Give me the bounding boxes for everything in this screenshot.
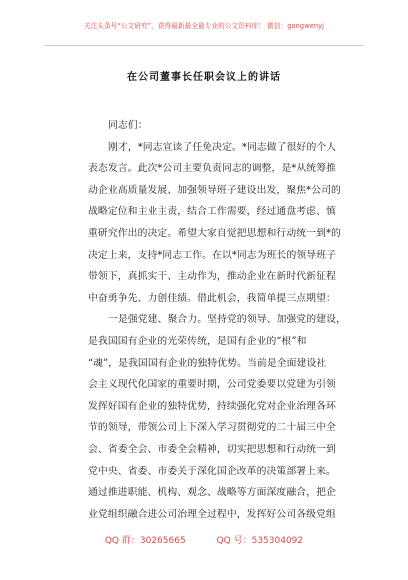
body-line: 会、省委全会、市委全会精神，切实把思想和行动统一到 bbox=[88, 443, 336, 455]
footer-qq-group: QQ 群：30265665 bbox=[104, 536, 186, 546]
body-line: 带领下，真抓实干、主动作为，推动企业在新时代新征程 bbox=[88, 271, 336, 283]
body-line: 发挥好国有企业的独特优势，持续强化党对企业治理各环 bbox=[88, 400, 336, 412]
body-line: 表态发言。此次*公司主要负责同志的调整，是*从统筹推 bbox=[88, 163, 337, 175]
header-divider bbox=[44, 45, 364, 46]
footer-qq-number: QQ 号：535304092 bbox=[216, 536, 304, 546]
body-line: 重研究作出的决定。希望大家自觉把思想和行动统一到*的 bbox=[88, 227, 341, 239]
body-line: 业党组织融合进公司治理全过程中，发挥好公司各级党组 bbox=[88, 508, 336, 520]
body-line: 动企业高质量发展、加强领导班子建设出发，聚焦*公司的 bbox=[88, 184, 341, 196]
body-line: 一是强党建、聚合力。坚持党的领导、加强党的建设， bbox=[108, 314, 347, 326]
body-line: 通过推进职能、机构、观念、战略等方面深度融合，把企 bbox=[88, 487, 336, 499]
body-line: 刚才，*同志宣读了任免决定。*同志做了很好的个人 bbox=[108, 141, 337, 153]
body-line: 党中央、省委、市委关于深化国企改革的决策部署上来。 bbox=[88, 465, 336, 477]
body-line: 中奋勇争先、力创佳绩。借此机会，我简单提三点期望： bbox=[88, 292, 336, 304]
body-line: 是我国国有企业的光荣传统，是国有企业的“根”和 bbox=[88, 335, 307, 347]
body-line: 决定上来，支持*同志工作。在以*同志为班长的领导班子 bbox=[88, 249, 337, 261]
header-notice: 关注头条号“公文研究”，获得最新最全最专业的公文资料库！ 微信：gongwenyj bbox=[83, 22, 325, 30]
body-line: 战略定位和主业主责，结合工作需要，经过通盘考虑、慎 bbox=[88, 206, 336, 218]
footer-contact bbox=[0, 533, 408, 546]
document-body bbox=[88, 115, 347, 525]
salutation: 同志们： bbox=[108, 120, 148, 131]
body-line: “魂”，是我国国有企业的独特优势。当前是全面建设社 bbox=[88, 357, 327, 369]
document-title: 在公司董事长任职会议上的讲话 bbox=[127, 72, 281, 83]
body-line: 会主义现代化国家的重要时期，公司党委要以党建为引领 bbox=[88, 379, 336, 391]
body-line: 节的领导，带领公司上下深入学习贯彻党的二十届三中全 bbox=[88, 422, 336, 434]
